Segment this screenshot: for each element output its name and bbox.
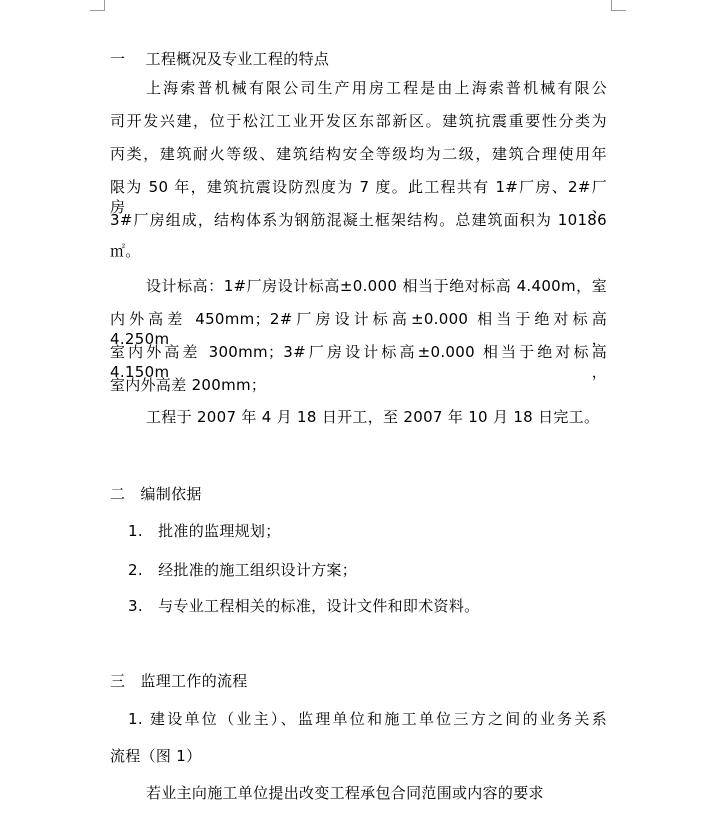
section-1-paragraph-1-line-6: ㎡。 — [110, 242, 141, 260]
section-1-paragraph-2-line-4: 室内外高差 200mm； — [110, 376, 267, 394]
section-3-list-item-1-line-2: 流程（图 1） — [110, 747, 202, 765]
section-1-paragraph-1-line-1: 上海索普机械有限公司生产用房工程是由上海索普机械有限公 — [146, 79, 607, 97]
section-1-paragraph-2-line-3: 室内外高差 300mm；3#厂房设计标高±0.000 相当于绝对标高 4.150m， — [110, 343, 607, 381]
section-2-list-item-2: 2. 经批准的施工组织设计方案； — [128, 561, 358, 579]
section-1-paragraph-1-line-2: 司开发兴建，位于松江工业开发区东部新区。建筑抗震重要性分类为 — [110, 112, 607, 130]
crop-mark-top-left — [90, 0, 105, 11]
section-1-paragraph-3: 工程于 2007 年 4 月 18 日开工，至 2007 年 10 月 18 日完工。 — [146, 408, 600, 426]
section-2-heading: 二 编制依据 — [110, 485, 202, 503]
section-1-paragraph-2-line-2: 内外高差 450mm；2#厂房设计标高±0.000 相当于绝对标高 4.250m， — [110, 310, 607, 348]
section-3-heading: 三 监理工作的流程 — [110, 672, 248, 690]
section-3-list-item-1-line-1: 1. 建设单位（业主）、监理单位和施工单位三方之间的业务关系 — [128, 710, 607, 728]
section-1-heading: 一 工程概况及专业工程的特点 — [110, 50, 330, 68]
section-1-paragraph-2-line-1: 设计标高：1#厂房设计标高±0.000 相当于绝对标高 4.400m，室 — [146, 277, 607, 295]
section-1-paragraph-1-line-5: 3#厂房组成，结构体系为钢筋混凝土框架结构。总建筑面积为 10186 — [110, 211, 607, 229]
section-2-list-item-3: 3. 与专业工程相关的标准，设计文件和即术资料。 — [128, 597, 480, 615]
section-1-paragraph-1-line-4: 限为 50 年，建筑抗震设防烈度为 7 度。此工程共有 1#厂房、2#厂房、 — [110, 178, 607, 216]
section-3-paragraph-1: 若业主向施工单位提出改变工程承包合同范围或内容的要求 — [146, 784, 544, 802]
crop-mark-top-right — [611, 0, 626, 11]
section-1-paragraph-1-line-3: 丙类，建筑耐火等级、建筑结构安全等级均为二级，建筑合理使用年 — [110, 145, 607, 163]
section-2-list-item-1: 1. 批准的监理规划； — [128, 522, 281, 540]
